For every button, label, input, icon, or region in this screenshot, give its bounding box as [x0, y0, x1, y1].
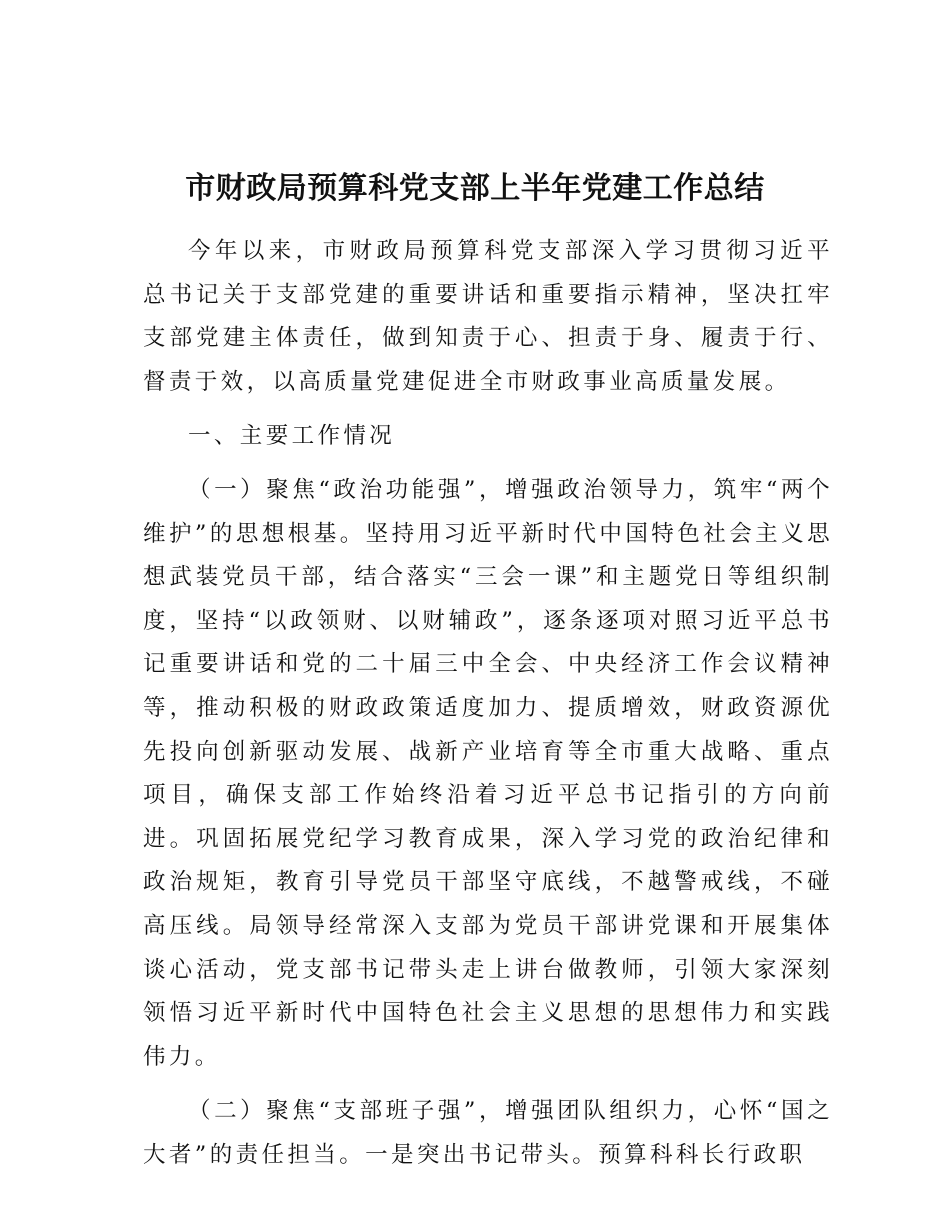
section-heading: 一、主要工作情况 — [188, 423, 396, 450]
intro-paragraph: 今年以来，市财政局预算科党支部深入学习贯彻习近平总书记关于支部党建的重要讲话和重要指示精神，坚决扛牢支部党建主体责任，做到知责于心、担责于身、履责于行、督责于效，以高质量党建促进全市财政事业高质量发展。 — [143, 238, 833, 395]
section-paragraph-1: （一）聚焦“政治功能强”，增强政治领导力，筑牢“两个维护”的思想根基。坚持用习近平新时代中国特色社会主义思想武装党员干部，结合落实“三会一课”和主题党日等组织制度，坚持“以政领财、以财辅政”，逐条逐项对照习近平总书记重要讲话和党的二十届三中全会、中央经济工作会议精神等，推动积极的财政政策适度加力、提质增效，财政资源优先投向创新驱动发展、战新产业培育等全市重大战略、重点项目，确保支部工作始终沿着习近平总书记指引的方向前进。巩固拓展党纪学习教育成果，深入学习党的政治纪律和政治规矩，教育引导党员干部坚守底线，不越警戒线，不碰高压线。局领导经常深入支部为党员干部讲党课和开展集体谈心活动，党支部书记带头走上讲台做教师，引领大家深刻领悟习近平新时代中国特色社会主义思想的思想伟力和实践伟力。 — [143, 476, 833, 1070]
section-paragraph-2: （二）聚焦“支部班子强”，增强团队组织力，心怀“国之大者”的责任担当。一是突出书记带头。预算科科长行政职 — [143, 1098, 833, 1168]
document-body — [143, 230, 833, 1177]
document-title: 市财政局预算科党支部上半年党建工作总结 — [185, 171, 765, 206]
